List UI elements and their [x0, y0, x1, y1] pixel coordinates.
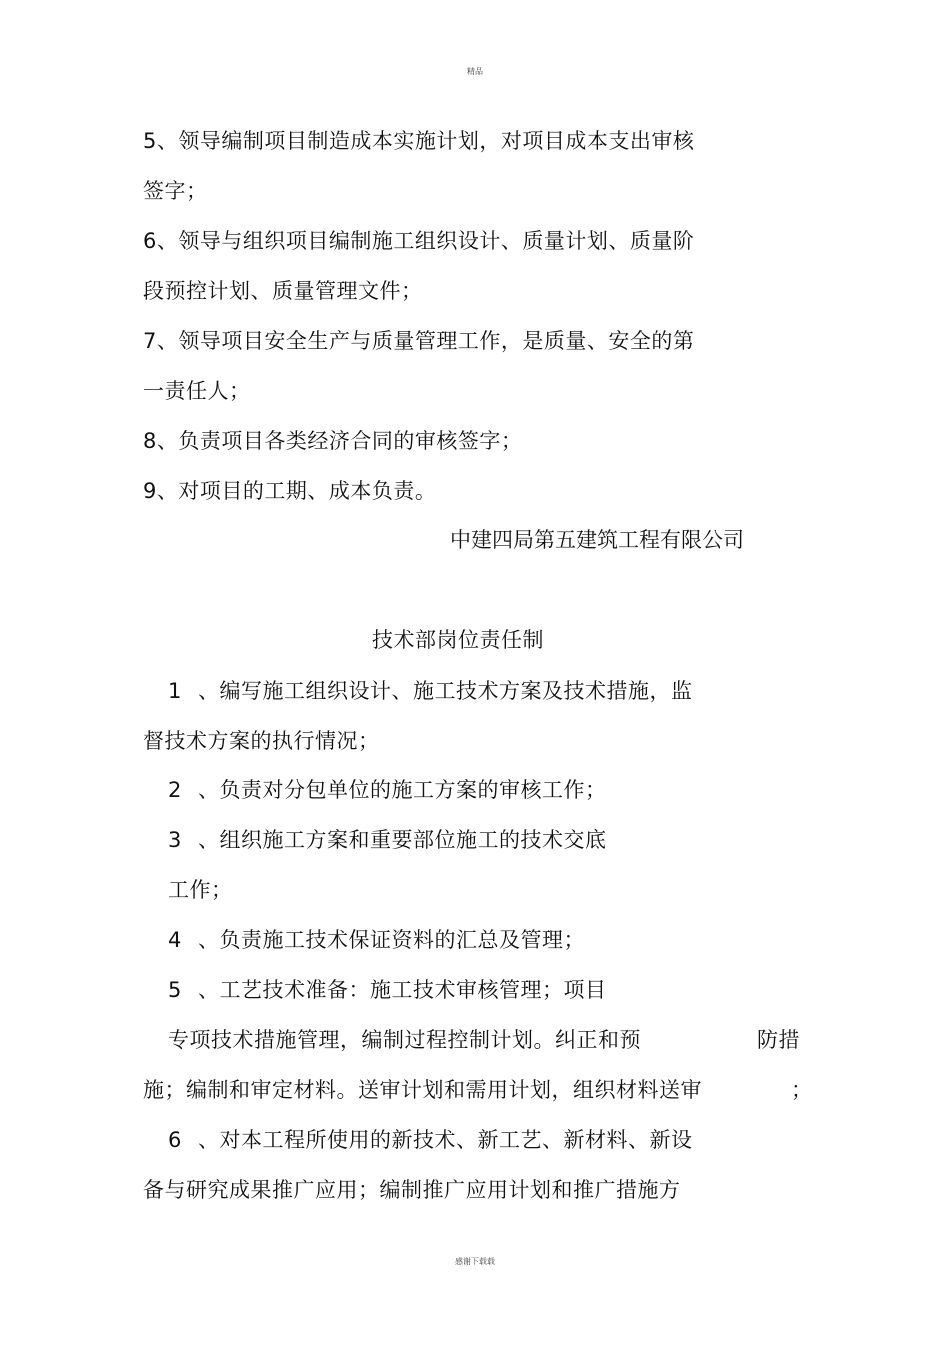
list-item: [168, 677, 693, 705]
text-line: 5、领导编制项目制造成本实施计划，对项目成本支出审核: [143, 129, 695, 153]
text-line: ；: [791, 1078, 813, 1102]
item-text: 、负责施工技术保证资料的汇总及管理；: [198, 928, 585, 952]
item-text: 、负责对分包单位的施工方案的审核工作；: [198, 778, 607, 802]
list-item: [168, 926, 585, 954]
list-item: [168, 1126, 693, 1154]
item-number: 2: [168, 778, 182, 802]
item-text: 、对本工程所使用的新技术、新工艺、新材料、新设: [198, 1128, 693, 1152]
list-item: [168, 976, 607, 1004]
list-item: [168, 826, 607, 854]
item-number: 4: [168, 928, 182, 952]
text-line: 6、领导与组织项目编制施工组织设计、质量计划、质量阶: [143, 229, 695, 253]
item-text: 、工艺技术准备：施工技术审核管理；项目: [198, 978, 607, 1002]
text-line: 8、负责项目各类经济合同的审核签字；: [143, 429, 523, 453]
text-line: 签字；: [143, 179, 208, 203]
item-number: 6: [168, 1128, 182, 1152]
company-name: 中建四局第五建筑工程有限公司: [450, 528, 744, 552]
text-line: 一责任人；: [143, 379, 251, 403]
item-number: 3: [168, 828, 182, 852]
text-line: 防措: [757, 1028, 800, 1052]
item-text: 、编写施工组织设计、施工技术方案及技术措施，监: [198, 679, 693, 703]
text-line: 备与研究成果推广应用；编制推广应用计划和推广措施方: [143, 1178, 681, 1202]
list-item: [168, 776, 607, 804]
section-title: 技术部岗位责任制: [372, 628, 544, 652]
page-footer: 感谢下载载: [455, 1257, 495, 1266]
text-line: 7、领导项目安全生产与质量管理工作，是质量、安全的第: [143, 329, 695, 353]
text-line: 9、对项目的工期、成本负责。: [143, 479, 437, 503]
text-line: 工作；: [168, 878, 233, 902]
text-line: 督技术方案的执行情况；: [143, 729, 380, 753]
text-line: 段预控计划、质量管理文件；: [143, 279, 423, 303]
item-text: 、组织施工方案和重要部位施工的技术交底: [198, 828, 607, 852]
page-header: 精品: [467, 67, 483, 76]
text-line: 专项技术措施管理，编制过程控制计划。纠正和预: [168, 1028, 641, 1052]
item-number: 5: [168, 978, 182, 1002]
item-number: 1: [168, 679, 182, 703]
text-line: 施；编制和审定材料。送审计划和需用计划，组织材料送审: [143, 1078, 702, 1102]
